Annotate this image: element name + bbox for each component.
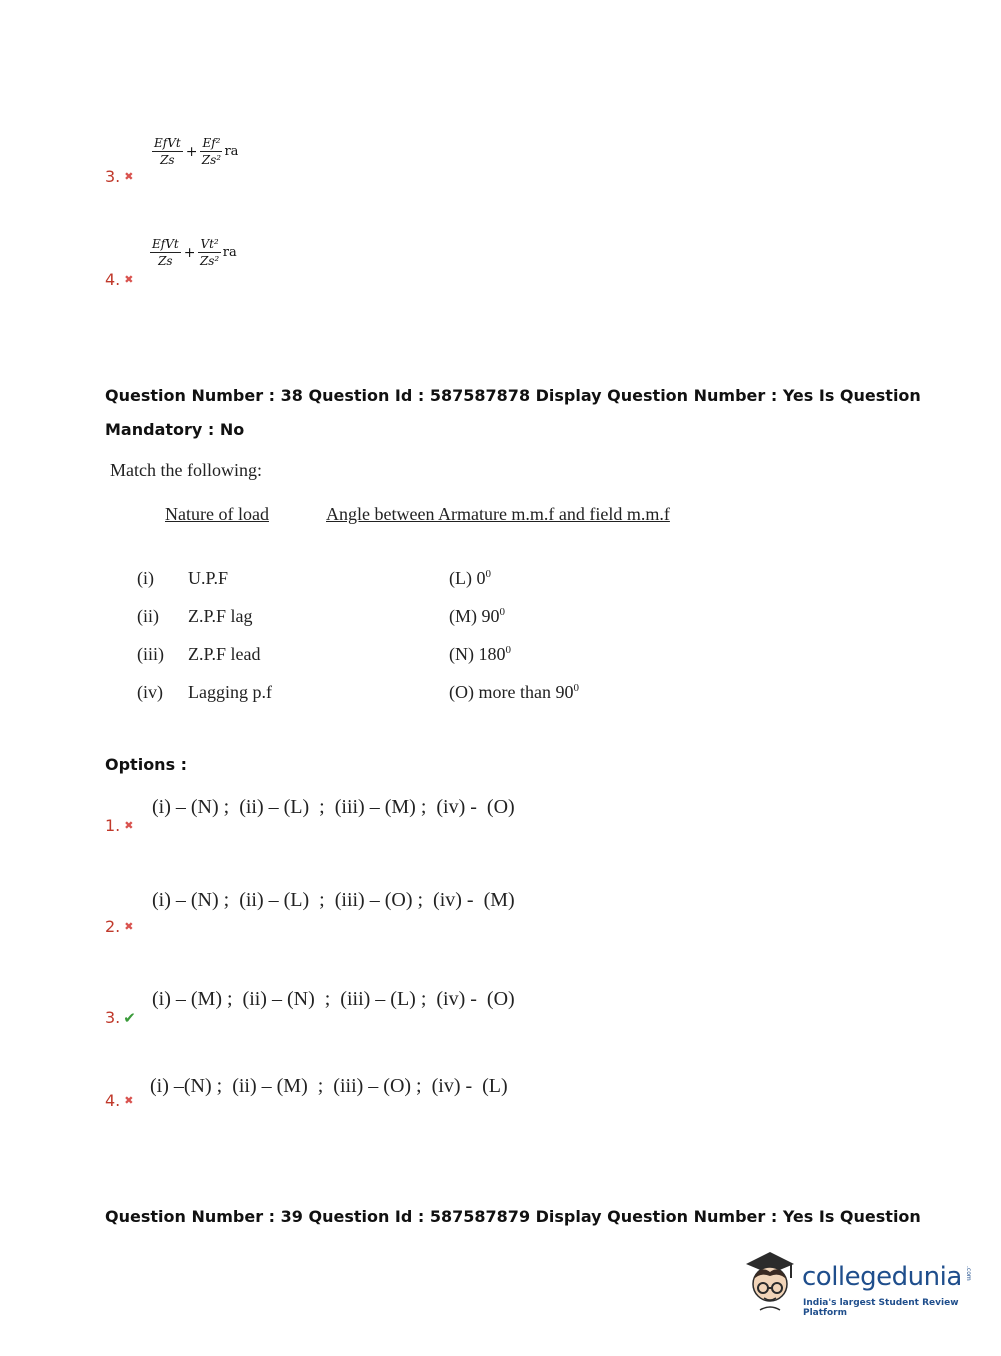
option-number: 3. bbox=[105, 167, 121, 186]
prev-option-4 bbox=[105, 270, 133, 289]
formula-denominator: Zs² bbox=[199, 254, 220, 268]
column-header-left: Nature of load bbox=[165, 504, 269, 524]
question-39-header: Question Number : 39 Question Id : 587587879 Display Question Number : Yes Is Question bbox=[105, 1207, 921, 1226]
option-4-text: (i) –(N) ; (ii) – (M) ; (iii) – (O) ; (iv) - (L) bbox=[150, 1075, 508, 1097]
prev-option-3-formula: $\frac{\text{EfVt}}{Zs}$ + $\frac{\text{Ef²}}{\text{Zs²}}$ ra bbox=[154, 136, 239, 167]
correct-check-icon: ✔ bbox=[123, 1009, 136, 1027]
question-prompt: Match the following: bbox=[110, 460, 262, 480]
logo-text: collegedunia bbox=[802, 1262, 962, 1292]
option-number: 2. bbox=[105, 917, 121, 936]
logo-suffix: .com bbox=[965, 1266, 972, 1281]
formula-numerator: EfVt bbox=[152, 237, 179, 251]
option-4 bbox=[105, 1091, 133, 1110]
row-roman: (iv) bbox=[137, 682, 163, 702]
question-38-header: Question Number : 38 Question Id : 587587878 Display Question Number : Yes Is Question bbox=[105, 386, 921, 405]
option-number: 1. bbox=[105, 816, 121, 835]
mascot-icon bbox=[740, 1250, 800, 1316]
formula-numerator: Vt² bbox=[200, 237, 219, 251]
formula-ra: ra bbox=[222, 245, 237, 260]
wrong-mark-icon: ✖ bbox=[124, 170, 134, 183]
row-load: Lagging p.f bbox=[188, 682, 272, 702]
formula-numerator: Ef² bbox=[202, 136, 221, 150]
option-3-text: (i) – (M) ; (ii) – (N) ; (iii) – (L) ; (iv) - (O) bbox=[152, 988, 515, 1010]
row-roman: (iii) bbox=[137, 644, 164, 664]
option-number: 4. bbox=[105, 270, 121, 289]
row-angle: (M) $90^0$ bbox=[449, 606, 505, 626]
option-2-text: (i) – (N) ; (ii) – (L) ; (iii) – (O) ; (iv) - (M) bbox=[152, 889, 515, 911]
logo-tagline: India's largest Student Review Platform bbox=[803, 1298, 959, 1318]
option-2 bbox=[105, 917, 133, 936]
wrong-mark-icon: ✖ bbox=[124, 1094, 134, 1107]
row-angle: (N) $180^0$ bbox=[449, 644, 511, 664]
row-angle: (L) $0^0$ bbox=[449, 568, 491, 588]
formula-denominator: Zs bbox=[158, 254, 173, 268]
wrong-mark-icon: ✖ bbox=[124, 273, 134, 286]
row-load: Z.P.F lead bbox=[188, 644, 261, 664]
option-number: 3. bbox=[105, 1008, 121, 1027]
wrong-mark-icon: ✖ bbox=[124, 920, 134, 933]
row-angle: (O) more than $90^0$ bbox=[449, 682, 579, 702]
option-3 bbox=[105, 1008, 136, 1027]
formula-ra: ra bbox=[224, 144, 239, 159]
formula-numerator: EfVt bbox=[154, 136, 181, 150]
option-number: 4. bbox=[105, 1091, 121, 1110]
prev-option-4-formula: $\frac{\text{EfVt}}{Zs}$ + $\frac{\text{Vt²}}{\text{Zs²}}$ ra bbox=[152, 237, 237, 268]
formula-denominator: Zs bbox=[160, 153, 175, 167]
row-load: Z.P.F lag bbox=[188, 606, 253, 626]
row-load: U.P.F bbox=[188, 568, 229, 588]
wrong-mark-icon: ✖ bbox=[124, 819, 134, 832]
row-roman: (i) bbox=[137, 568, 154, 588]
column-header-right: Angle between Armature m.m.f and field m.m.f bbox=[326, 504, 670, 524]
option-1 bbox=[105, 816, 133, 835]
question-38-mandatory: Mandatory : No bbox=[105, 420, 245, 439]
prev-option-3 bbox=[105, 167, 133, 186]
option-1-text: (i) – (N) ; (ii) – (L) ; (iii) – (M) ; (iv) - (O) bbox=[152, 796, 515, 818]
collegedunia-logo bbox=[740, 1250, 980, 1320]
row-roman: (ii) bbox=[137, 606, 159, 626]
options-label: Options : bbox=[105, 755, 188, 774]
formula-denominator: Zs² bbox=[201, 153, 222, 167]
